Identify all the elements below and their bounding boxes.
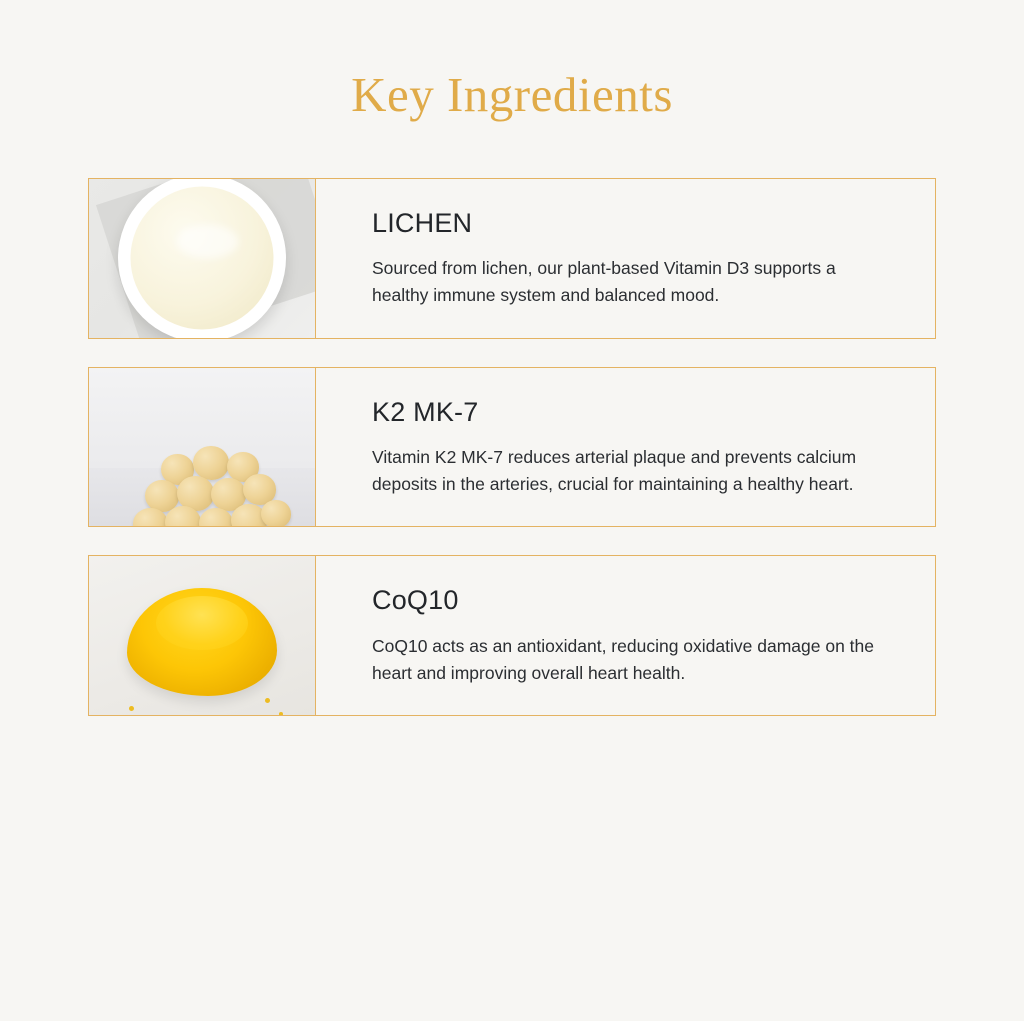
lichen-card-body <box>316 179 935 338</box>
k2-card-body <box>316 368 935 527</box>
ingredient-card-coq10 <box>88 555 936 716</box>
k2-image <box>89 368 316 527</box>
page-title: Key Ingredients <box>351 67 673 122</box>
ingredient-name: CoQ10 <box>372 585 459 616</box>
coq10-card-body <box>316 556 935 715</box>
ingredient-card-list <box>0 178 1024 716</box>
ingredient-description: Vitamin K2 MK-7 reduces arterial plaque and prevents calcium deposits in the arteries, crucial for maintaining a healthy heart. <box>372 446 857 495</box>
coq10-image <box>89 556 316 715</box>
powder-grain <box>279 712 283 715</box>
liquid-shape <box>131 187 274 330</box>
ingredient-description: CoQ10 acts as an antioxidant, reducing oxidative damage on the heart and improving overall heart health. <box>372 635 874 683</box>
powder-grain <box>265 698 270 703</box>
chickpea <box>261 500 291 527</box>
liquid-highlight <box>177 225 239 259</box>
ingredient-name: LICHEN <box>372 207 473 238</box>
chickpea <box>193 446 229 480</box>
lichen-image <box>89 179 316 338</box>
powder-pile-highlight <box>156 596 248 650</box>
powder-grain <box>129 706 134 711</box>
ingredient-name: K2 MK-7 <box>372 396 479 427</box>
ingredient-card-k2-mk7 <box>88 367 936 528</box>
ingredient-card-lichen <box>88 178 936 339</box>
ingredient-description: Sourced from lichen, our plant-based Vitamin D3 supports a healthy immune system and balanced mood. <box>372 258 836 306</box>
